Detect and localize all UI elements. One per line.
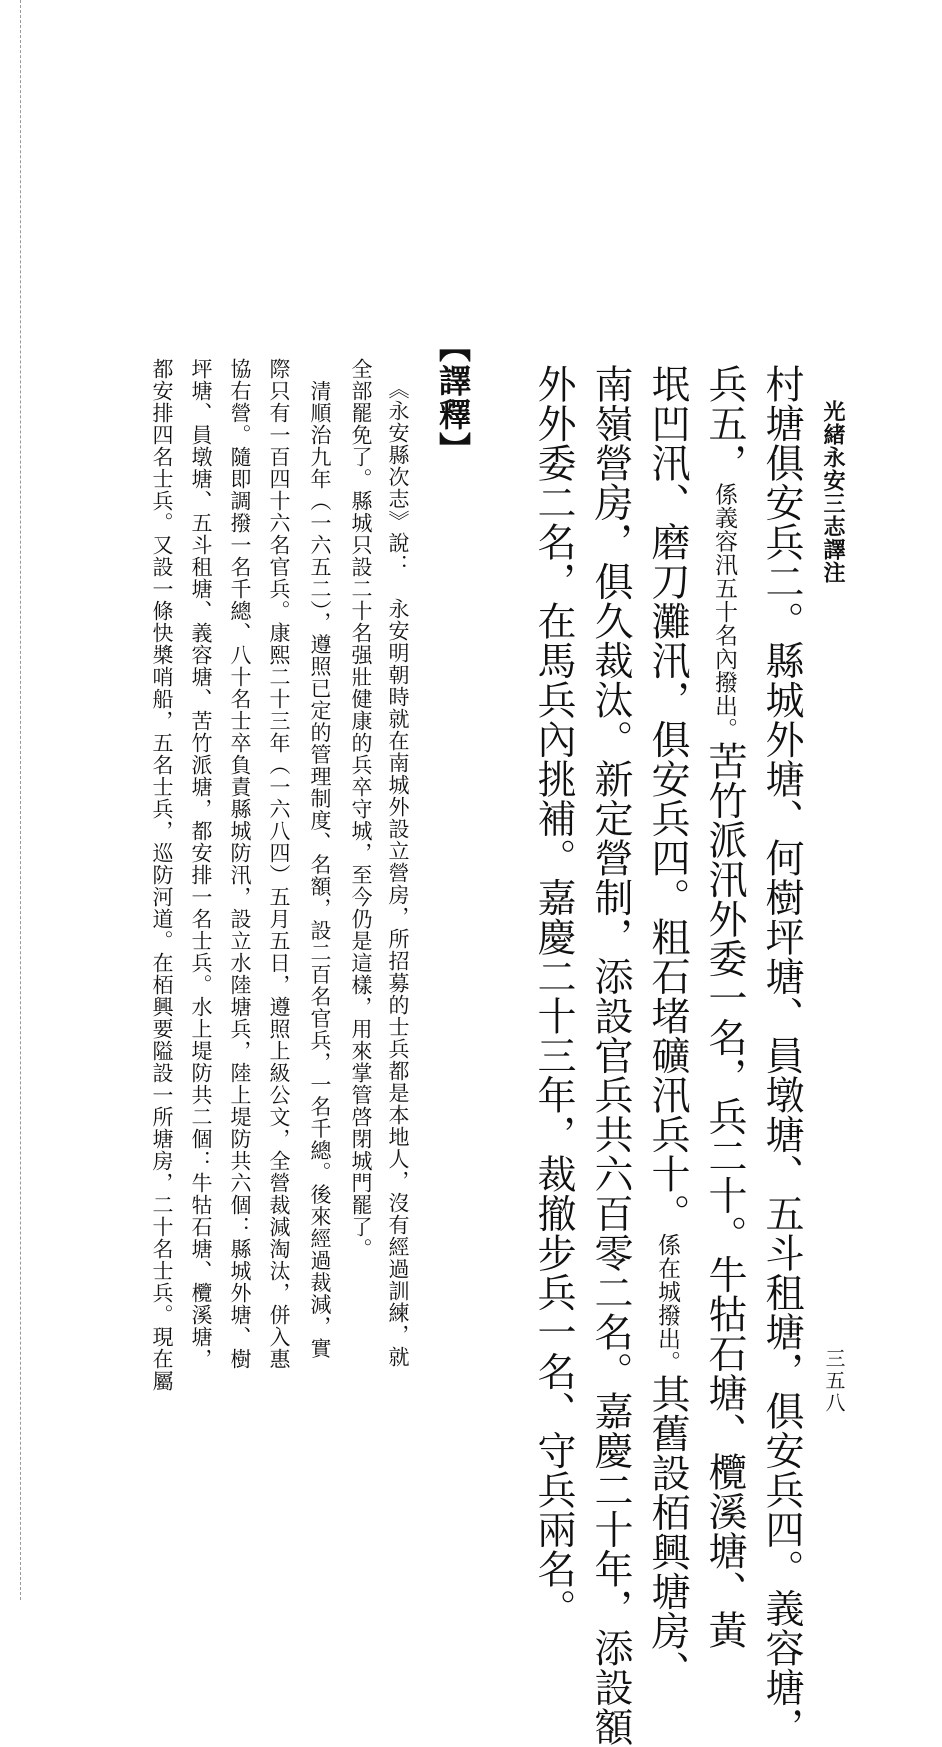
translation-column-4: 際只有一百四十六名官兵。康熙二十三年（一六八四）五月五日，遵照上級公文，全營裁減淘汰，併入惠 — [267, 358, 291, 1370]
translation-column-6: 坪塘、員墩塘、五斗租塘、義容塘、苦竹派塘，都安排一名士兵。水上堤防共二個：牛牯石塘、欖溪塘， — [189, 358, 213, 1370]
page-number: 三五八 — [822, 1348, 846, 1414]
translation-column-1: 《永安縣次志》說： 永安明朝時就在南城外設立營房，所招募的士兵都是本地人，沒有經過訓練，就 — [386, 378, 410, 1368]
section-heading: 【譯釋】 — [434, 330, 472, 466]
original-text: 垊凹汛、磨刀灘汛，俱安兵四。粗石堵礦汛兵十。 — [645, 364, 690, 1233]
original-text: 其舊設栢興塘房、 — [645, 1374, 690, 1690]
original-text: 苦竹派汛外委一名，兵二十。牛牯石塘、欖溪塘、黃 — [702, 741, 747, 1650]
original-column-3 — [640, 364, 694, 1690]
original-column-4: 南嶺營房，俱久裁汰。新定營制，添設官兵共六百零二名。嘉慶二十年，添設額 — [588, 364, 633, 1747]
running-title: 光緒永安三志譯注 — [820, 400, 846, 584]
inline-note: 係義容汛五十名內撥出。 — [711, 482, 737, 741]
translation-column-2: 全部罷免了。縣城只設二十名强壯健康的兵卒守城，至今仍是這樣，用來掌管啓閉城門罷了。 — [349, 358, 373, 1260]
translation-column-5: 協右營。隨即調撥一名千總、八十名士卒負責縣城防汛，設立水陸塘兵，陸上堤防共六個：縣城外塘、樹 — [228, 358, 252, 1370]
translation-column-7: 都安排四名士兵。又設一條快槳哨船，五名士兵，巡防河道。在栢興要隘設一所塘房，二十名士兵。現在屬 — [150, 358, 174, 1392]
inline-note: 係在城撥出。 — [654, 1233, 680, 1374]
original-text: 兵五， — [702, 364, 747, 483]
scan-edge — [20, 0, 21, 1600]
original-column-1: 村塘俱安兵二。縣城外塘、何樹坪塘、員墩塘、五斗租塘，俱安兵四。義容塘， — [759, 364, 804, 1747]
original-column-2 — [697, 364, 751, 1650]
original-column-5: 外外委二名，在馬兵內挑補。嘉慶二十三年，裁撤步兵一名、守兵兩名。 — [531, 364, 576, 1628]
translation-column-3: 清順治九年（一六五二），遵照已定的管理制度、名額，設二百名官兵，一名千總。後來經過裁減，實 — [308, 380, 332, 1360]
